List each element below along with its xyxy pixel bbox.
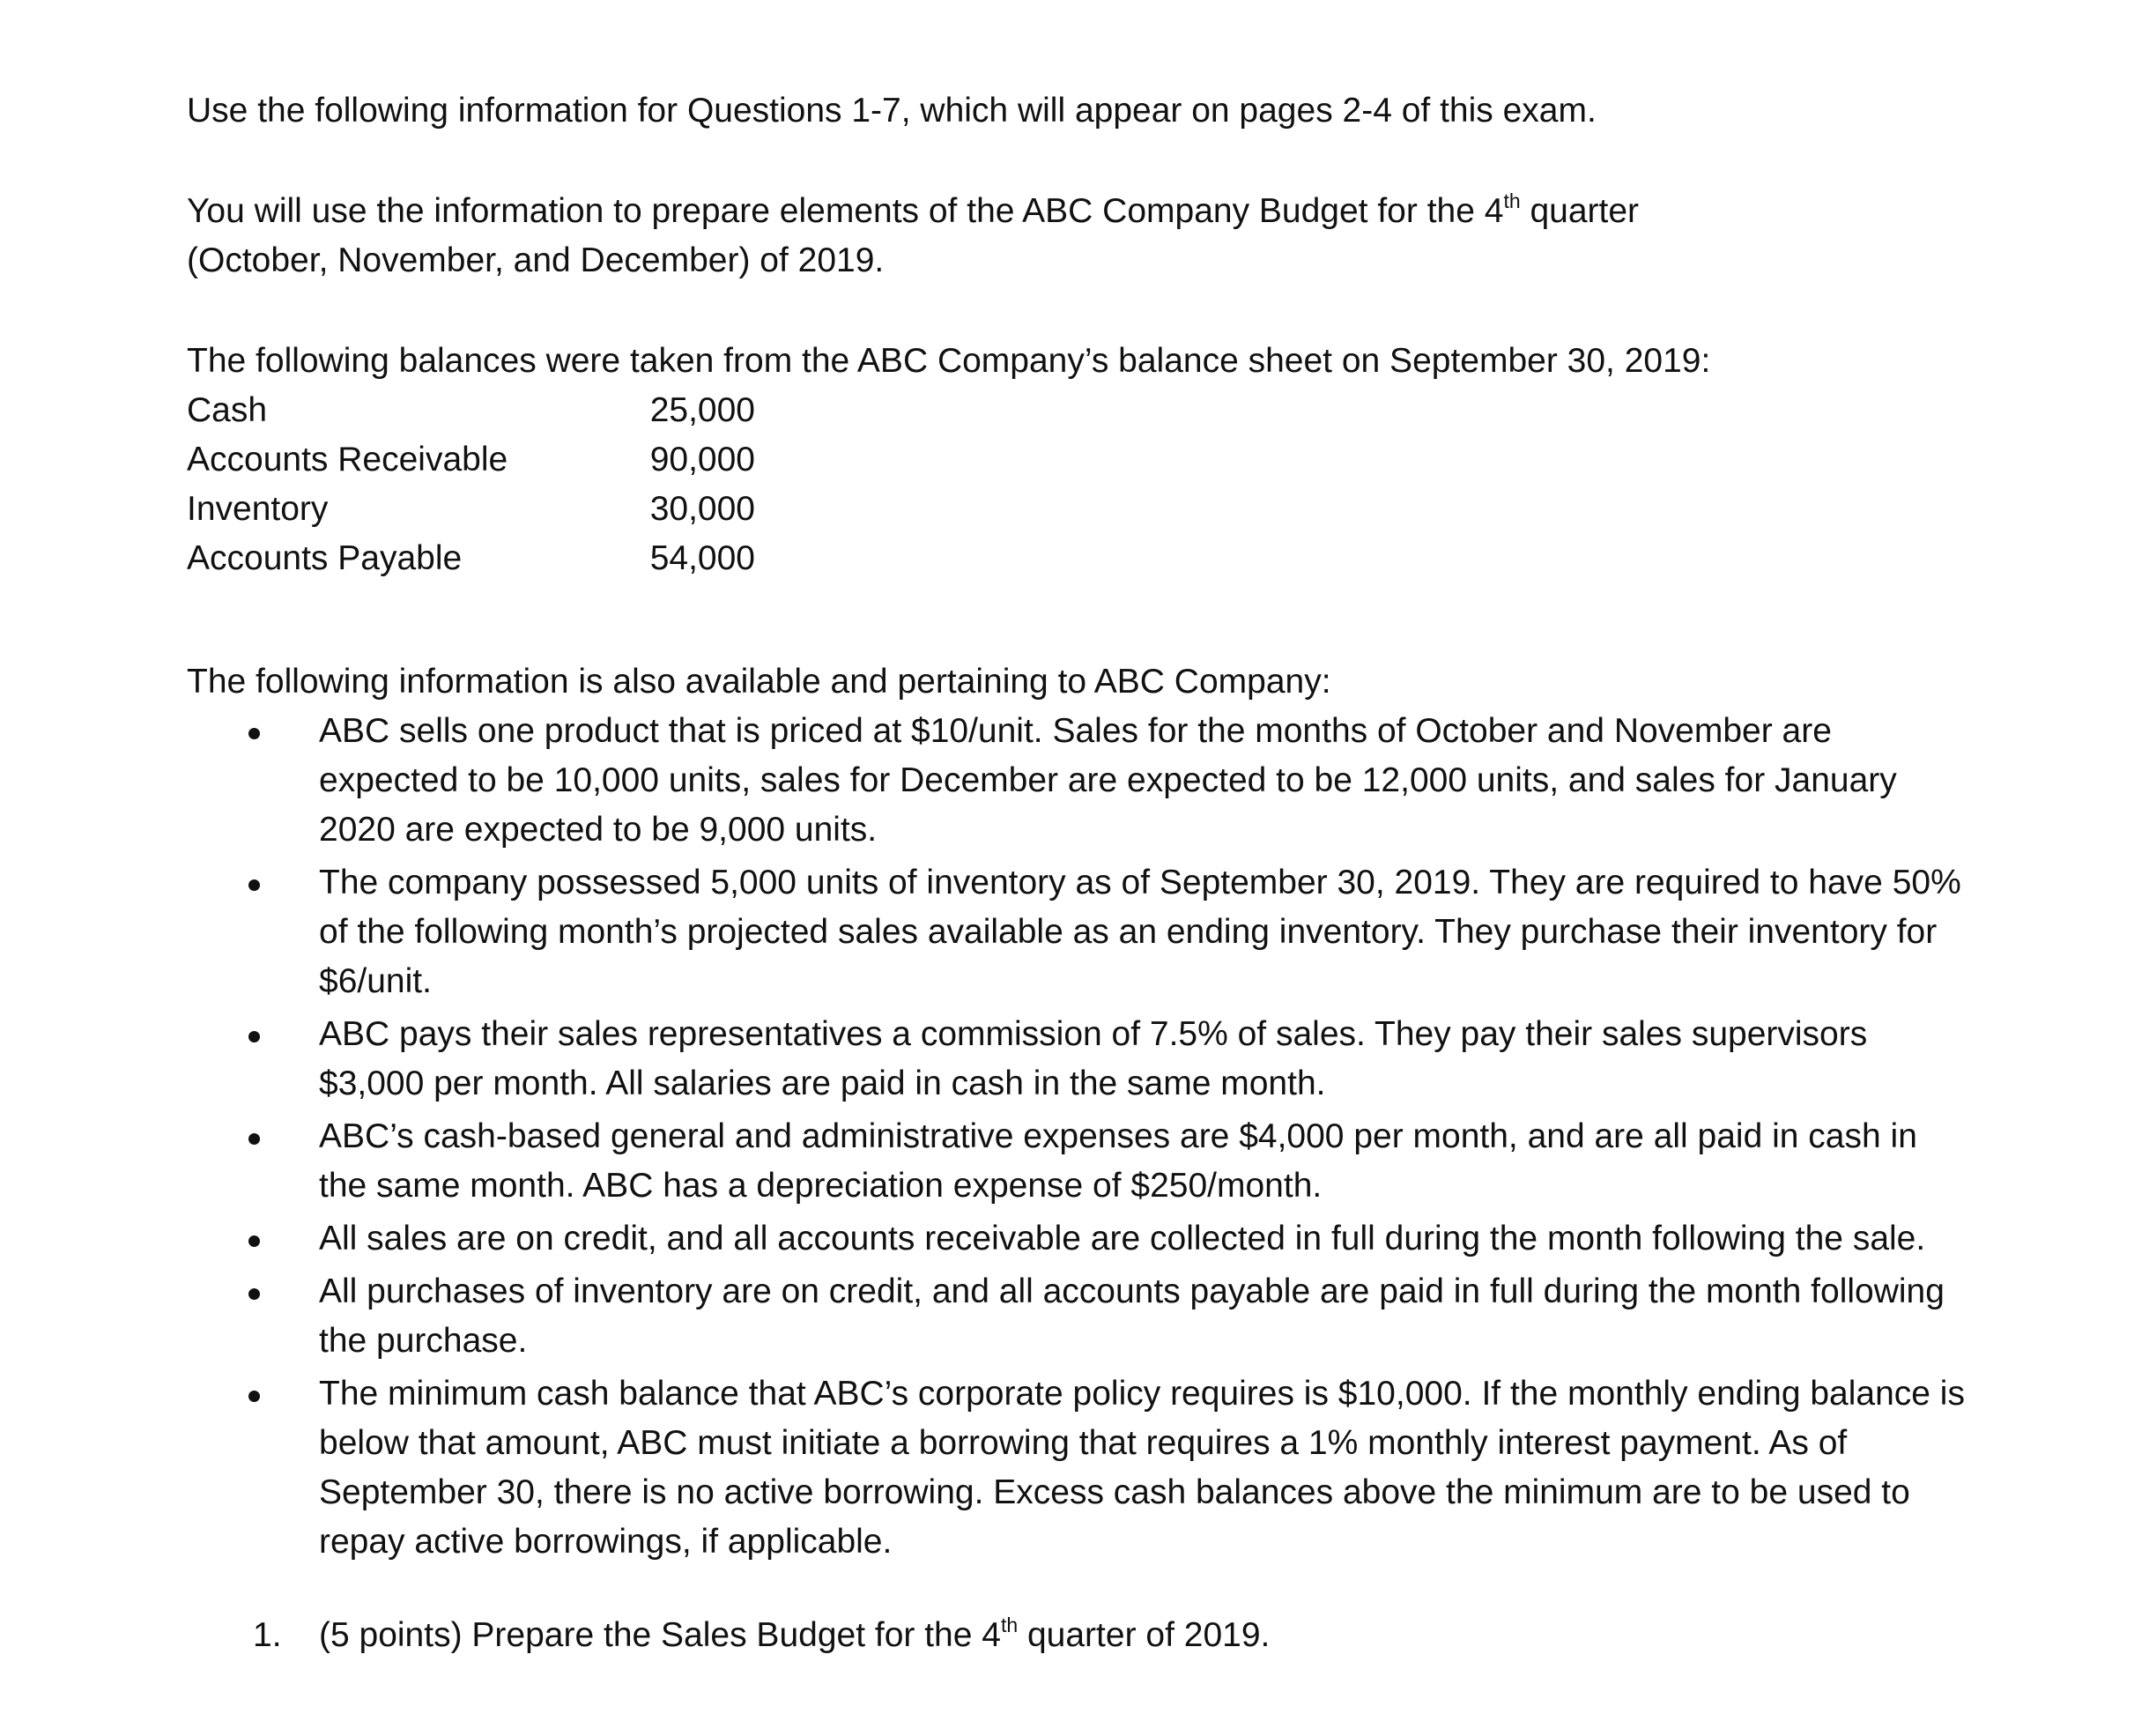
bullet-icon [248,1133,260,1145]
list-item-text: ABC pays their sales representatives a commission of 7.5% of sales. They pay their sales supervisors $3,000 per month. All salaries are paid in cash in the same month. [319,1015,1868,1102]
balances-heading: The following balances were taken from the ABC Company’s balance sheet on September 30, 2019: [187,342,1711,380]
list-item-text: ABC sells one product that is priced at $10/unit. Sales for the months of October and November are expected to be 10,000 units, sales for December are expected to be 12,000 units, and sales for January 2020 are expected to be 9,000 units. [319,712,1897,849]
balance-value: 90,000 [649,441,755,479]
list-item-text: All purchases of inventory are on credit, and all accounts payable are paid in full during the month following the purchase. [319,1272,1945,1360]
bullet-icon [248,1391,260,1402]
question-number: 1. [253,1616,282,1654]
list-item [187,858,1967,1006]
budget-intro-after: quarter (October, November, and December) of 2019. [187,192,1640,279]
list-item [187,707,1967,855]
list-item [187,1267,1967,1366]
question-after: quarter of 2019. [1018,1616,1271,1654]
budget-intro-before: You will use the information to prepare elements of the ABC Company Budget for the 4 [187,192,1504,230]
list-item [187,1010,1967,1109]
question-1 [187,1611,1958,1660]
list-item-text: The company possessed 5,000 units of inventory as of September 30, 2019. They are required to have 50% of the following month’s projected sales available as an ending inventory. They purchase their inventory for $6/unit. [319,864,1961,1000]
balance-label: Accounts Receivable [187,441,508,479]
balances-table [187,386,1958,583]
list-item [187,1369,1967,1567]
balance-value: 54,000 [649,539,755,577]
balance-row [187,485,1958,534]
question-before: (5 points) Prepare the Sales Budget for the 4 [319,1616,1001,1654]
balance-row [187,386,1958,435]
intro-text: Use the following information for Questions 1-7, which will appear on pages 2-4 of this exam. [187,92,1597,130]
list-item-text: ABC’s cash-based general and administrative expenses are $4,000 per month, and are all paid in cash in the same month. ABC has a depreciation expense of $250/month. [319,1117,1917,1205]
exam-page [187,86,1965,1660]
budget-intro-text [187,187,1755,286]
list-item-text: The minimum cash balance that ABC’s corporate policy requires is $10,000. If the monthly ending balance is below that amount, ABC must initiate a borrowing that requires a 1% monthly interest payment. As of September 30, there is no active borrowing. Excess cash balances above the minimum are to be used to repay active borrowings, if applicable. [319,1375,1965,1561]
list-item [187,1214,1967,1264]
question-sup: th [1000,1614,1019,1636]
list-item-text: All sales are on credit, and all accounts receivable are collected in full during the month following the sale. [319,1220,1926,1257]
balance-value: 25,000 [649,391,755,429]
balance-value: 30,000 [649,490,755,528]
list-item [187,1112,1967,1211]
balance-label: Cash [187,391,268,429]
info-heading: The following information is also available and pertaining to ABC Company: [187,663,1331,701]
balance-row [187,534,1958,583]
balance-label: Accounts Payable [187,539,463,577]
bullet-icon [248,728,260,739]
info-list [187,707,1965,1567]
bullet-icon [248,1031,260,1042]
bullet-icon [248,879,260,891]
balance-row [187,435,1958,485]
bullet-icon [248,1288,260,1300]
balance-label: Inventory [187,490,329,528]
bullet-icon [248,1235,260,1247]
budget-intro-sup: th [1503,189,1521,212]
